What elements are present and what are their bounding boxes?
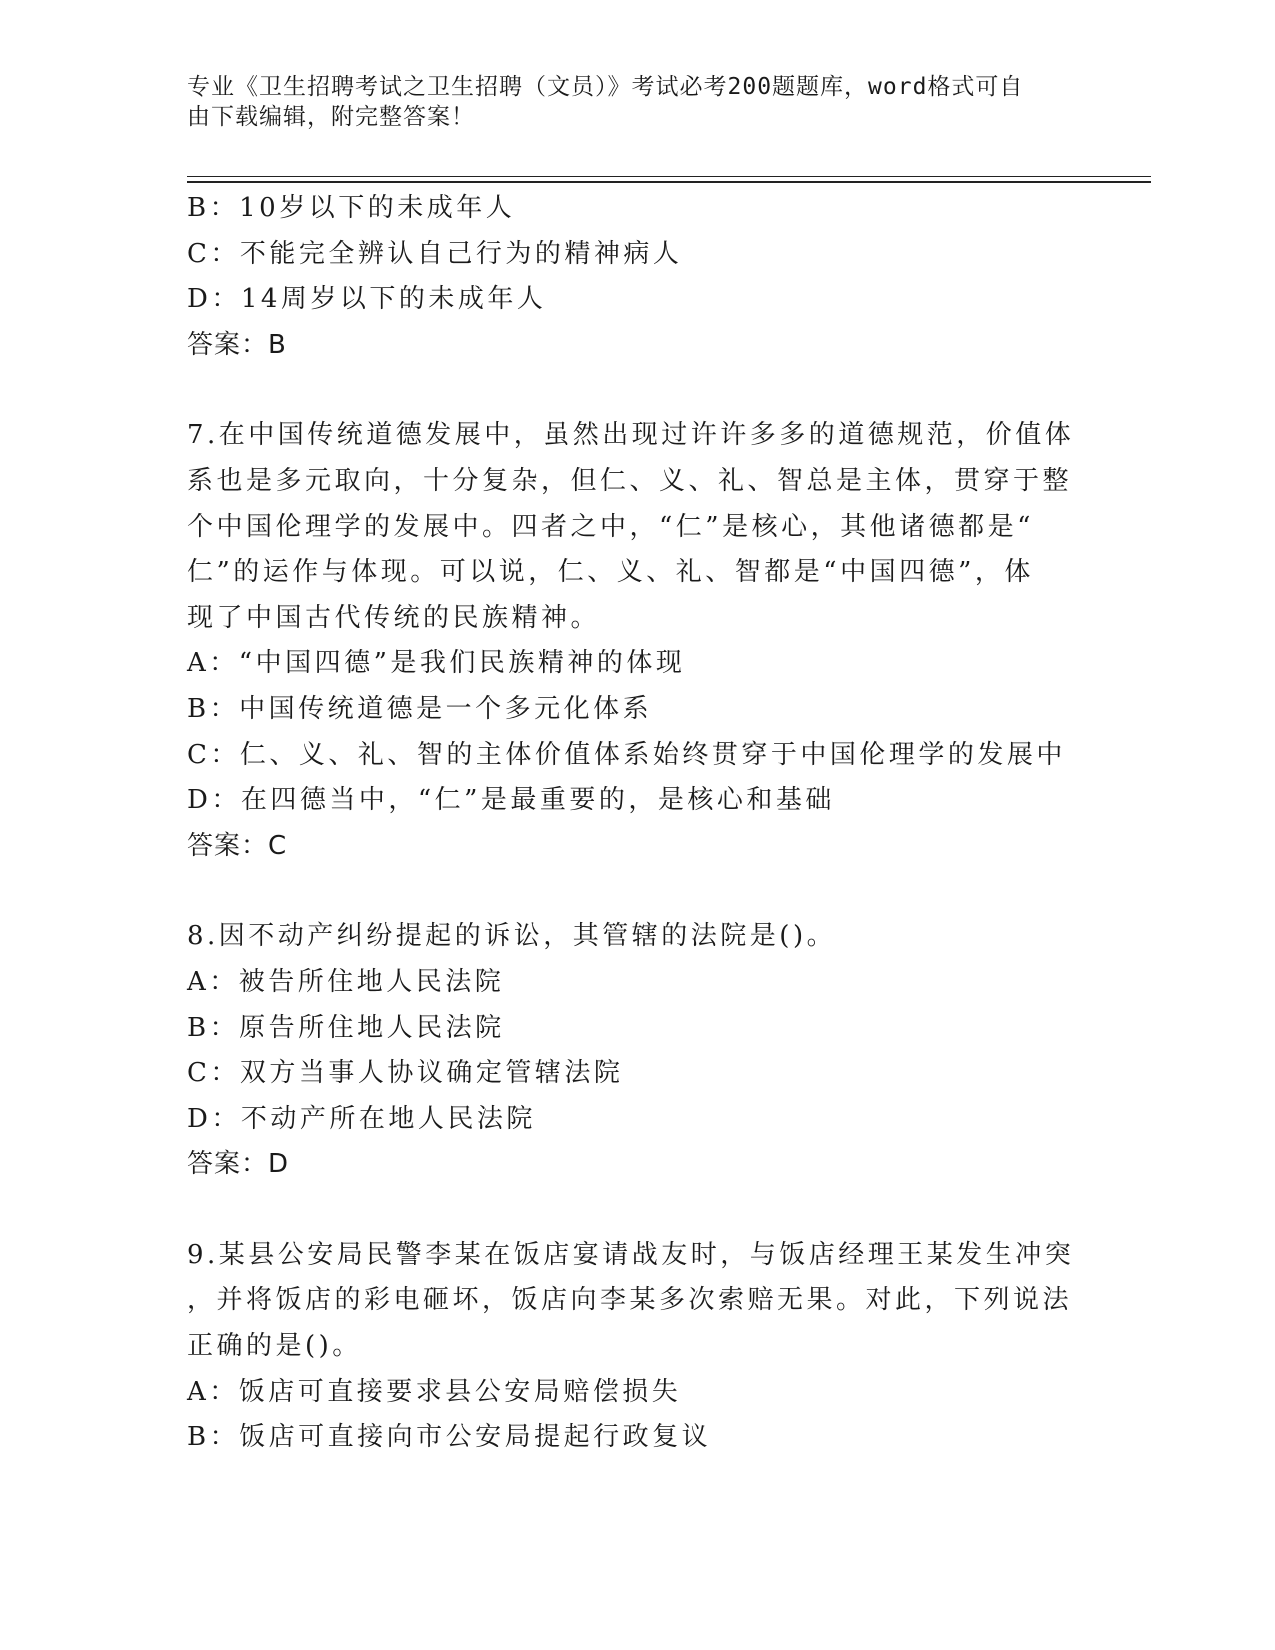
question-text-line: 仁”的运作与体现。可以说，仁、义、礼、智都是“中国四德”，体 xyxy=(187,557,1034,588)
question-text-line: 8.因不动产纠纷提起的诉讼，其管辖的法院是()。 xyxy=(187,921,837,952)
answer-line: 答案：D xyxy=(187,1149,290,1180)
option-a: A：被告所住地人民法院 xyxy=(187,966,505,997)
question-content xyxy=(187,186,1075,1461)
question-text-line: 正确的是()。 xyxy=(187,1331,362,1362)
question-text-line: 现了中国古代传统的民族精神。 xyxy=(187,602,601,633)
question-text-line: ，并将饭店的彩电砸坏，饭店向李某多次索赔无果。对此，下列说法 xyxy=(187,1285,1073,1316)
spacer xyxy=(187,869,1067,914)
option-b: B：饭店可直接向市公安局提起行政复议 xyxy=(187,1422,712,1453)
header-line-2: 由下载编辑，附完整答案！ xyxy=(187,104,475,130)
document-header xyxy=(187,72,1067,132)
option-c: C：不能完全辨认自己行为的精神病人 xyxy=(187,238,683,269)
answer-line: 答案：C xyxy=(187,830,288,861)
header-divider-thick xyxy=(187,181,1151,183)
question-text-line: 个中国伦理学的发展中。四者之中，“仁”是核心，其他诸德都是“ xyxy=(187,511,1034,542)
question-block-7 xyxy=(187,413,1075,869)
spacer xyxy=(187,1188,1067,1233)
question-text-line: 系也是多元取向，十分复杂，但仁、义、礼、智总是主体，贯穿于整 xyxy=(187,465,1073,496)
header-line-1: 专业《卫生招聘考试之卫生招聘（文员）》考试必考200题题库，word格式可自 xyxy=(187,74,1024,100)
option-c: C：仁、义、礼、智的主体价值体系始终贯穿于中国伦理学的发展中 xyxy=(187,739,1066,770)
question-block-8 xyxy=(187,914,1067,1188)
question-block-6 xyxy=(187,186,1067,368)
option-d: D：在四德当中，“仁”是最重要的，是核心和基础 xyxy=(187,785,835,816)
header-divider-thin xyxy=(187,176,1151,177)
question-text-line: 9.某县公安局民警李某在饭店宴请战友时，与饭店经理王某发生冲突 xyxy=(187,1239,1075,1270)
answer-line: 答案：B xyxy=(187,329,287,360)
question-block-9 xyxy=(187,1233,1075,1461)
option-b: B：原告所住地人民法院 xyxy=(187,1012,505,1043)
option-a: A：“中国四德”是我们民族精神的体现 xyxy=(187,648,686,679)
option-d: D：不动产所在地人民法院 xyxy=(187,1103,536,1134)
option-b: B：中国传统道德是一个多元化体系 xyxy=(187,693,653,724)
option-b: B：10岁以下的未成年人 xyxy=(187,193,516,223)
option-d: D：14周岁以下的未成年人 xyxy=(187,284,547,315)
question-text-line: 7.在中国传统道德发展中，虽然出现过许许多多的道德规范，价值体 xyxy=(187,420,1075,451)
spacer xyxy=(187,368,1067,413)
option-a: A：饭店可直接要求县公安局赔偿损失 xyxy=(187,1376,682,1407)
option-c: C：双方当事人协议确定管辖法院 xyxy=(187,1058,624,1089)
